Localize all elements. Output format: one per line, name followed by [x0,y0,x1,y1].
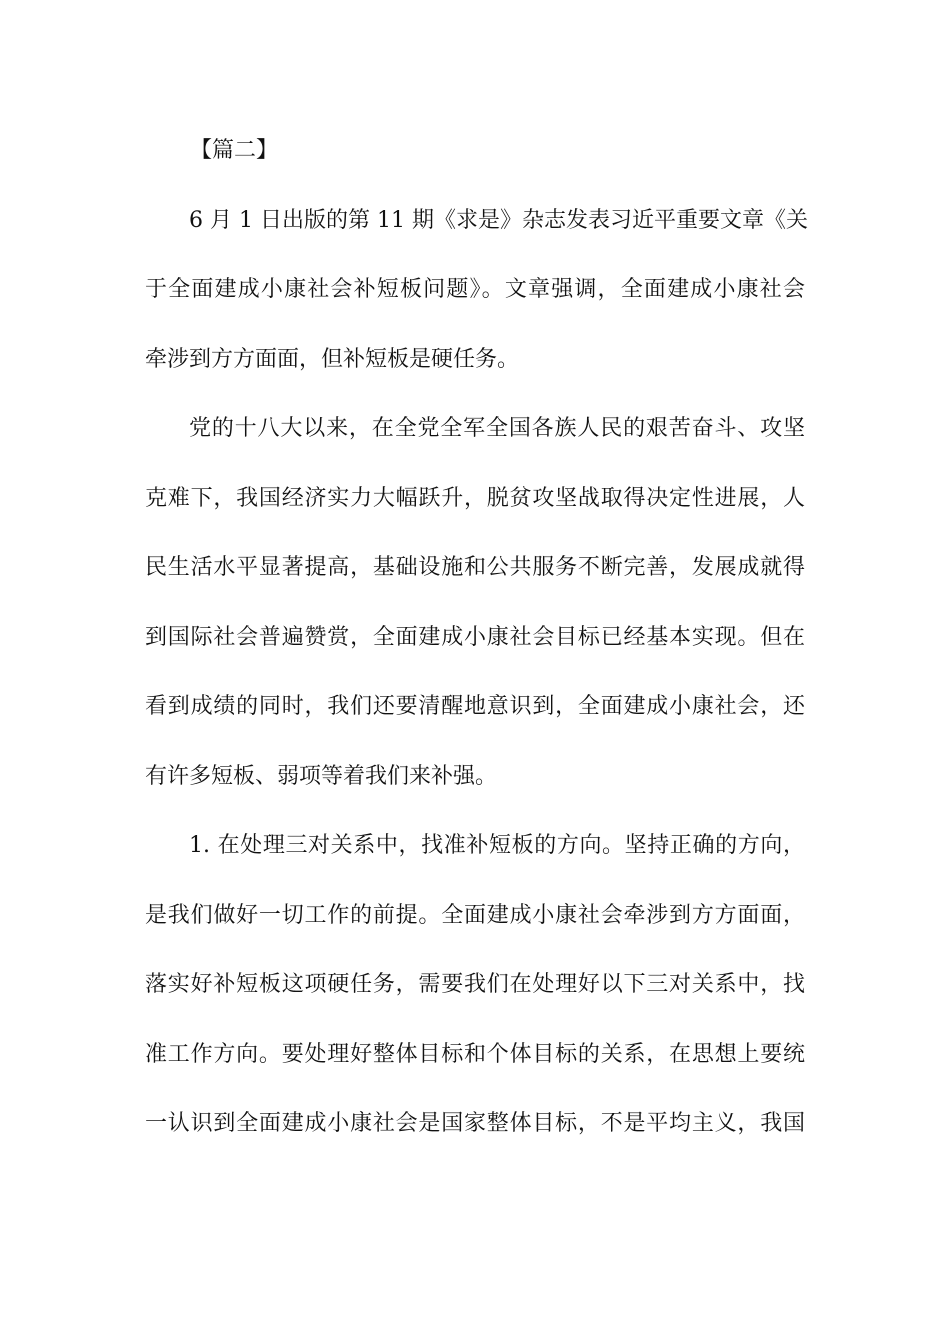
paragraph-3-line-4: 准工作方向。要处理好整体目标和个体目标的关系，在思想上要统 [145,1042,805,1067]
paragraph-3-line-5: 一认识到全面建成小康社会是国家整体目标，不是平均主义，我国 [145,1111,805,1136]
paragraph-2-line-1: 党的十八大以来，在全党全军全国各族人民的艰苦奋斗、攻坚 [189,416,805,441]
paragraph-3-line-3: 落实好补短板这项硬任务，需要我们在处理好以下三对关系中，找 [145,972,805,997]
paragraph-1-line-3: 牵涉到方方面面，但补短板是硬任务。 [145,347,520,372]
paragraph-2-line-6: 有许多短板、弱项等着我们来补强。 [145,764,498,789]
paragraph-3-line-2: 是我们做好一切工作的前提。全面建成小康社会牵涉到方方面面， [145,903,805,928]
paragraph-2-line-4: 到国际社会普遍赞赏，全面建成小康社会目标已经基本实现。但在 [145,625,805,650]
paragraph-2-line-5: 看到成绩的同时，我们还要清醒地意识到，全面建成小康社会，还 [145,694,805,719]
paragraph-3-line-1: 1. 在处理三对关系中，找准补短板的方向。坚持正确的方向， [189,833,805,858]
paragraph-1-line-1: 6 月 1 日出版的第 11 期《求是》杂志发表习近平重要文章《关 [189,208,808,233]
paragraph-1-line-2: 于全面建成小康社会补短板问题》。文章强调，全面建成小康社会 [145,277,805,302]
paragraph-2-line-3: 民生活水平显著提高，基础设施和公共服务不断完善，发展成就得 [145,555,805,580]
paragraph-2-line-2: 克难下，我国经济实力大幅跃升，脱贫攻坚战取得决定性进展，人 [145,486,805,511]
section-heading: 【篇二】 [190,138,279,163]
